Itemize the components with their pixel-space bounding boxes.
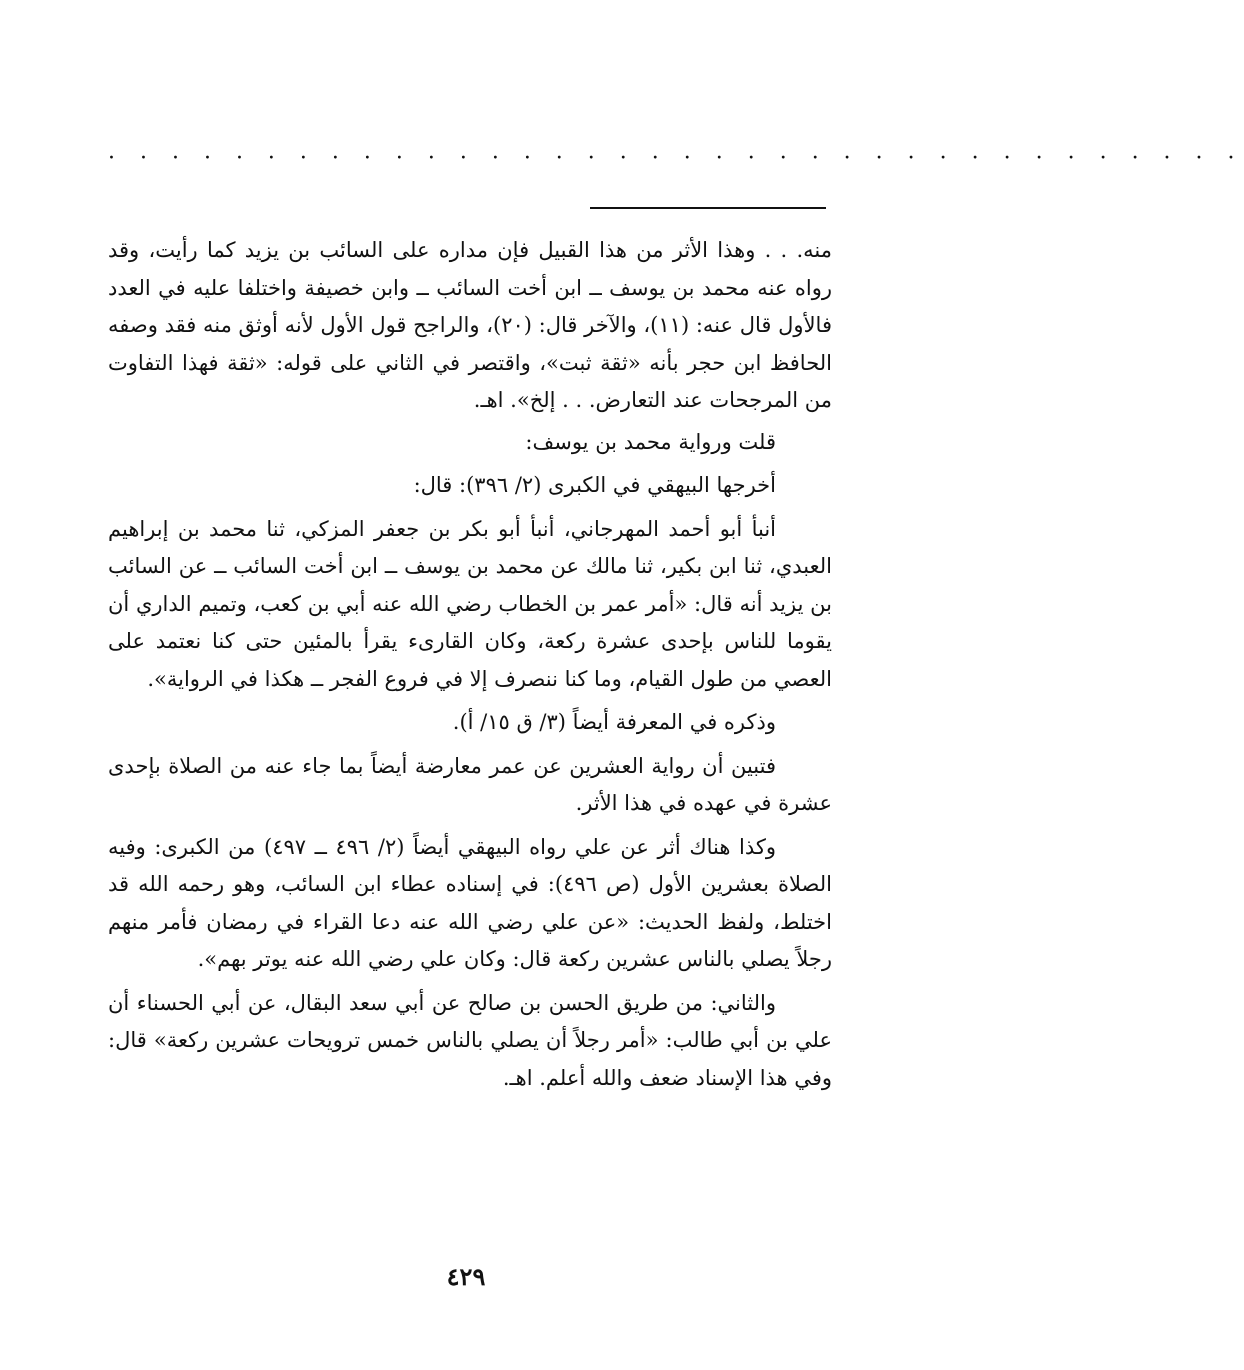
paragraph: منه. . . وهذا الأثر من هذا القبيل فإن مداره على السائب بن يزيد كما رأيت، وقد رواه عنه محمد بن يوسف ــ ابن أخت السائب ــ وابن خصيفة واختلفا عليه في العدد فالأول قال عنه: (١١)، والآخر قال: (٢٠)، والراجح قول الأول لأنه أوثق منه فقد وصفه الحافظ ابن حجر بأنه «ثقة ثبت»، واقتصر في الثاني على قوله: «ثقة فهذا التفاوت من المرجحات عند التعارض. . . إلخ». اهـ. [108, 238, 832, 412]
page-number: ٤٢٩ [446, 1262, 486, 1291]
paragraph: وذكره في المعرفة أيضاً (٣/ ق ١٥/ أ). [452, 710, 776, 734]
footnote-separator-dots: · · · · · · · · · · · · · · · · · · · · · · · · · · · · · · · · · · · · [108, 146, 1244, 171]
paragraph: أخرجها البيهقي في الكبرى (٢/ ٣٩٦): قال: [413, 473, 776, 497]
paragraph: والثاني: من طريق الحسن بن صالح عن أبي سعد البقال، عن أبي الحسناء أن علي بن أبي طالب: «أمر رجلاً أن يصلي بالناس خمس ترويحات عشرين ركعة» قال: وفي هذا الإسناد ضعف والله أعلم. اهـ. [108, 990, 832, 1090]
page-body [108, 232, 832, 1103]
paragraph: وكذا هناك أثر عن علي رواه البيهقي أيضاً (٢/ ٤٩٦ ــ ٤٩٧) من الكبرى: وفيه الصلاة بعشرين الأول (ص ٤٩٦): في إسناده عطاء ابن السائب، وهو رحمه الله قد اختلط، ولفظ الحديث: «عن علي رضي الله عنه دعا القراء في رمضان فأمر منهم رجلاً يصلي بالناس عشرين ركعة قال: وكان علي رضي الله عنه يوتر بهم». [108, 834, 832, 971]
footnote-rule [590, 207, 826, 209]
paragraph: قلت ورواية محمد بن يوسف: [525, 429, 776, 454]
paragraph: أنبأ أبو أحمد المهرجاني، أنبأ أبو بكر بن جعفر المزكي، ثنا محمد بن إبراهيم العبدي، ثنا ابن بكير، ثنا مالك عن محمد بن يوسف ــ ابن أخت السائب ــ عن السائب بن يزيد أنه قال: «أمر عمر بن الخطاب رضي الله عنه أبي بن كعب، وتميم الداري أن يقوما للناس بإحدى عشرة ركعة، وكان القارىء يقرأ بالمئين حتى كنا نعتمد على العصي من طول القيام، وما كنا ننصرف إلا في فروع الفجر ــ هكذا في الرواية». [108, 516, 832, 691]
paragraph: فتبين أن رواية العشرين عن عمر معارضة أيضاً بما جاء عنه من الصلاة بإحدى عشرة في عهده في هذا الأثر. [108, 753, 832, 815]
